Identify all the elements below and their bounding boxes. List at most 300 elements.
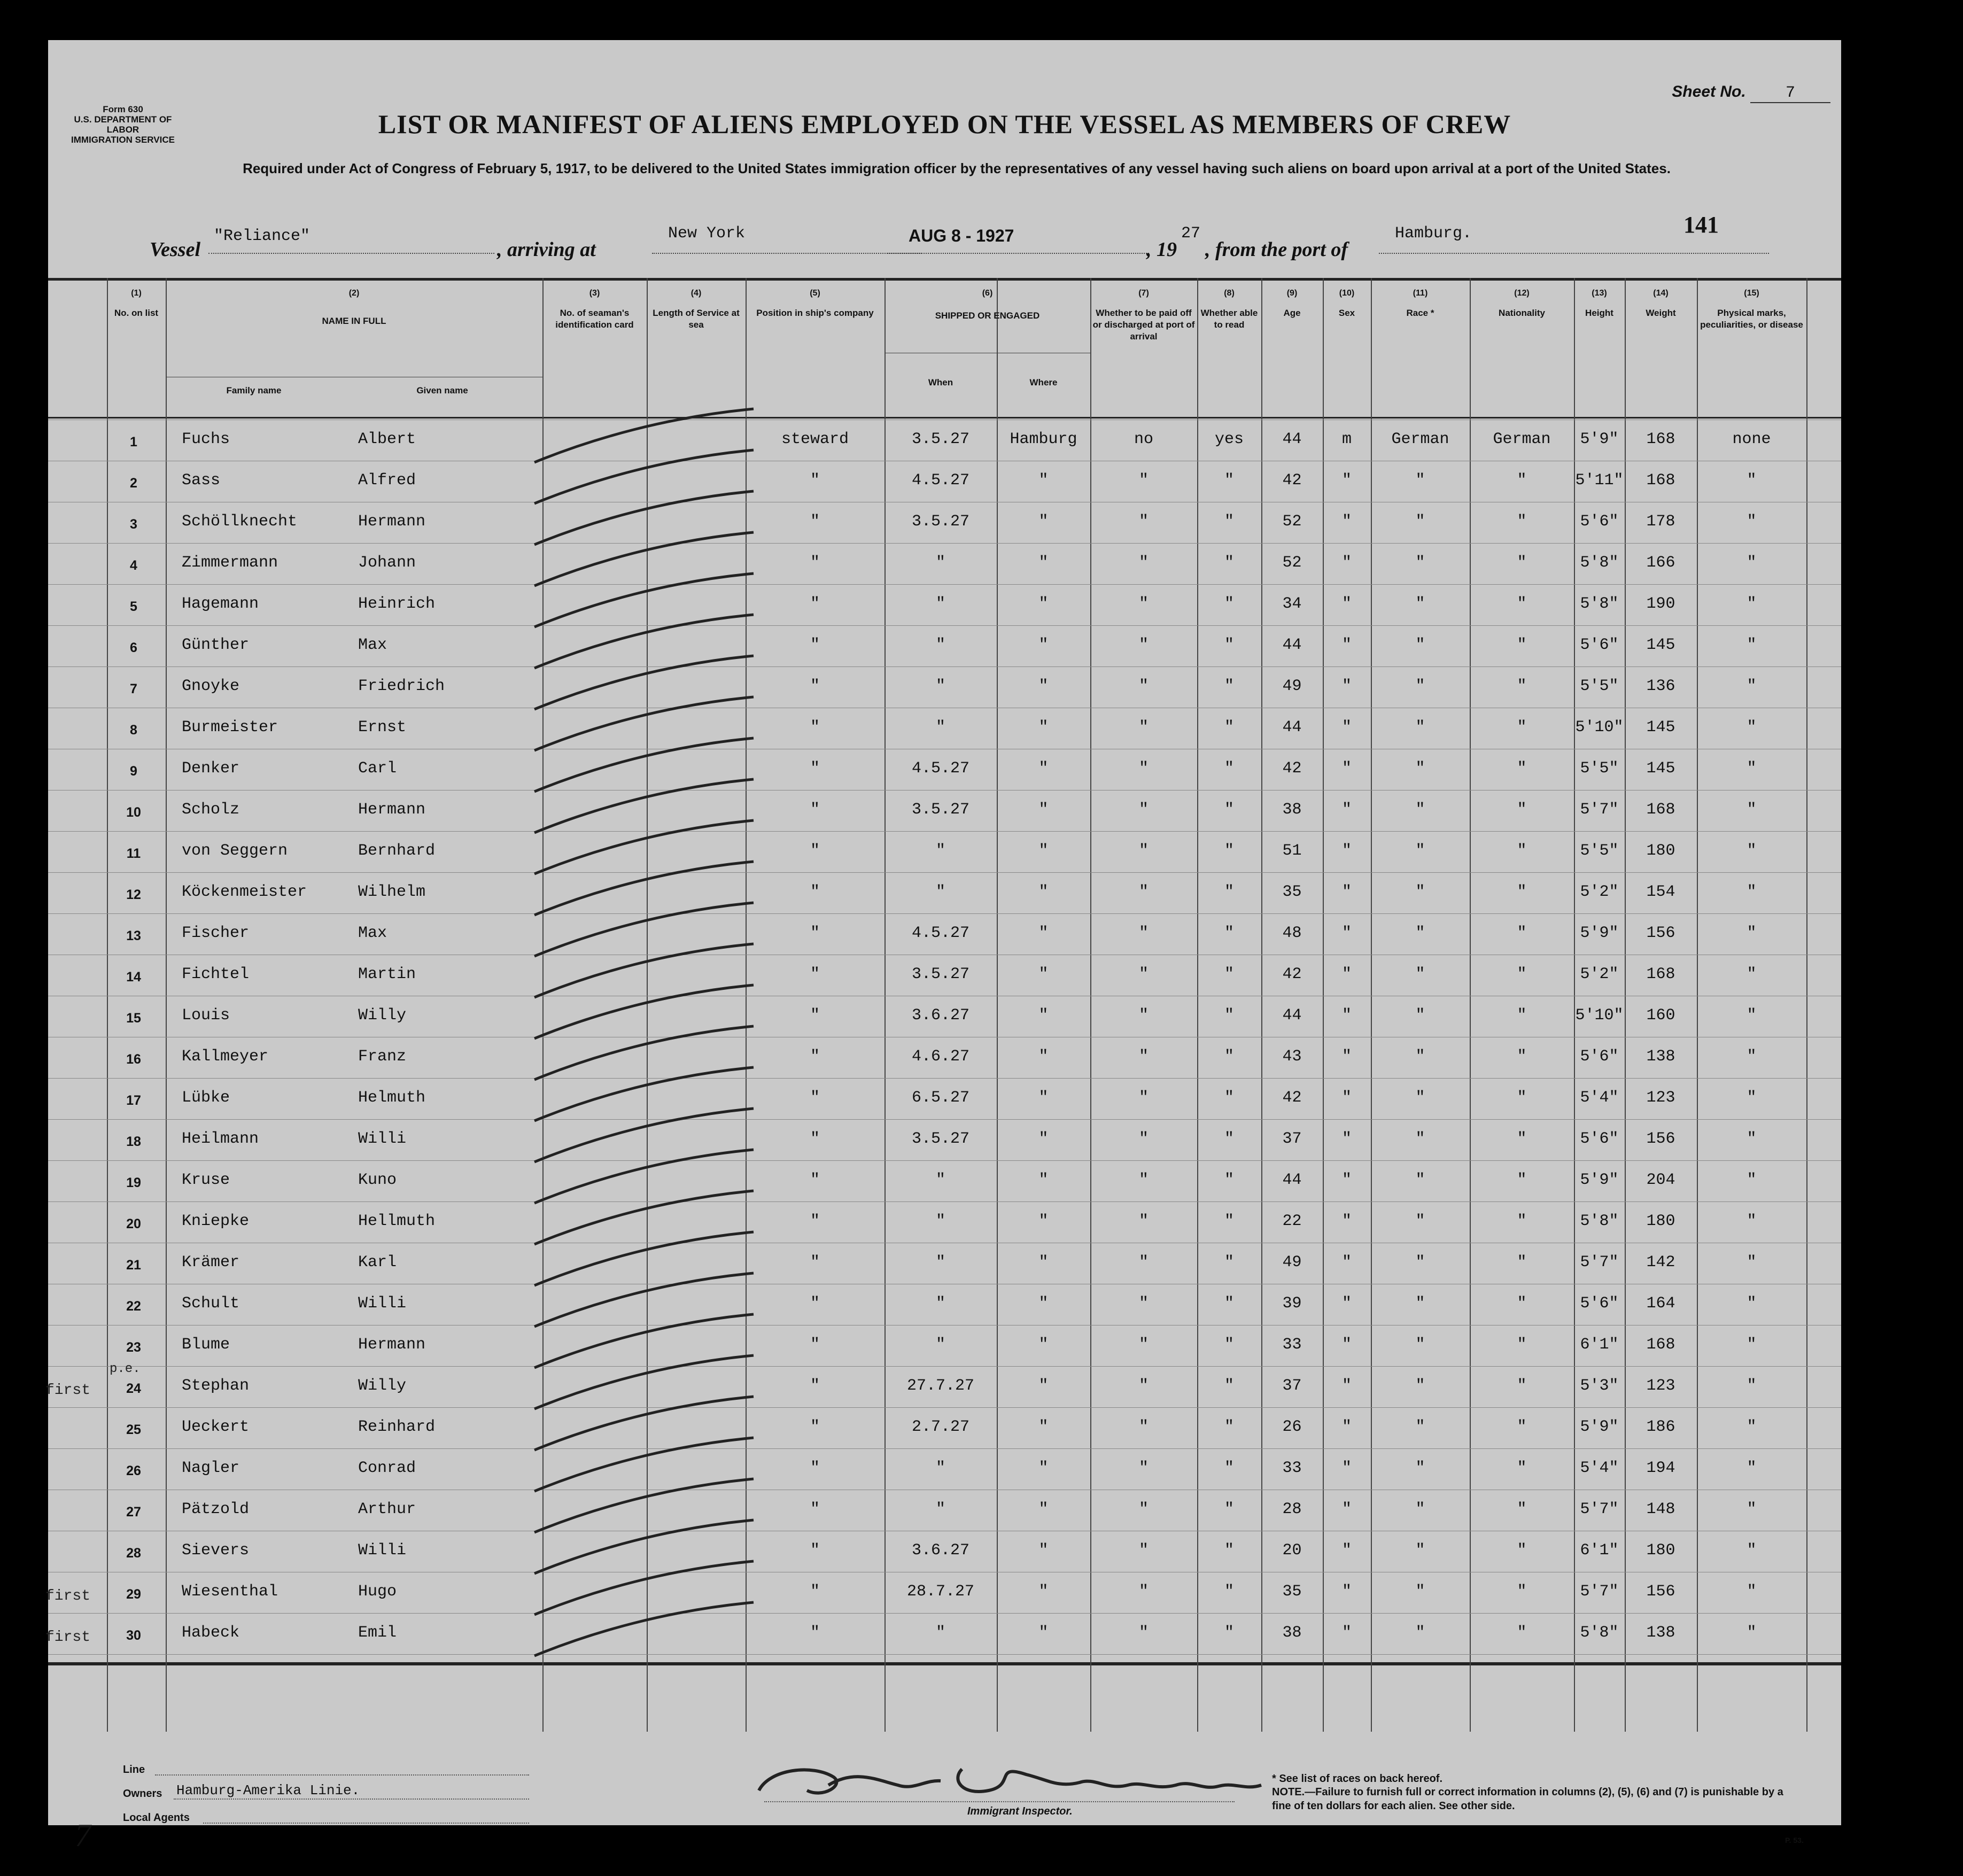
cell-weight: 138 <box>1646 1048 1675 1066</box>
cell-paid: " <box>1138 842 1149 860</box>
cell-given: Willy <box>358 1006 407 1025</box>
cell-age: 49 <box>1282 1253 1302 1272</box>
cell-race: " <box>1415 1541 1425 1560</box>
column-number: (1) <box>131 289 142 298</box>
cell-marks: " <box>1747 1048 1757 1066</box>
cell-height: 5'3" <box>1580 1377 1619 1395</box>
cell-marks: " <box>1747 554 1757 572</box>
row-rule <box>48 543 1841 544</box>
cell-age: 35 <box>1282 1583 1302 1601</box>
cell-marks: " <box>1747 842 1757 860</box>
cell-read: " <box>1224 924 1234 942</box>
cell-position: " <box>810 965 820 983</box>
departure-port: Hamburg. <box>1395 224 1472 243</box>
cell-height: 5'6" <box>1580 1048 1619 1066</box>
cell-race: " <box>1415 1212 1425 1230</box>
cell-given: Hugo <box>358 1583 397 1601</box>
cell-height: 5'10" <box>1575 1006 1624 1025</box>
cell-weight: 145 <box>1646 718 1675 737</box>
cell-height: 5'6" <box>1580 636 1619 654</box>
sheet-number-value: 7 <box>1750 84 1830 103</box>
cell-where: " <box>1038 924 1049 942</box>
column-number: (13) <box>1592 289 1607 298</box>
cell-sex: " <box>1341 1500 1352 1518</box>
cell-given: Reinhard <box>358 1418 436 1436</box>
cell-marks: " <box>1747 513 1757 531</box>
row-rule <box>48 1119 1841 1120</box>
cell-family: Lübke <box>182 1089 230 1107</box>
cell-height: 5'5" <box>1580 842 1619 860</box>
cell-nat: " <box>1517 1624 1527 1642</box>
cell-height: 6'1" <box>1580 1541 1619 1560</box>
cell-age: 42 <box>1282 471 1302 490</box>
cell-height: 5'6" <box>1580 513 1619 531</box>
cell-read: " <box>1224 636 1234 654</box>
cell-when: " <box>935 1294 945 1313</box>
cell-when: " <box>935 718 945 737</box>
row-number: 28 <box>126 1546 141 1561</box>
cell-sex: " <box>1341 1459 1352 1477</box>
cell-read: " <box>1224 677 1234 695</box>
cell-family: Zimmermann <box>182 554 278 572</box>
signature-line <box>764 1801 1235 1802</box>
column-header: Physical marks, peculiarities, or disease <box>1700 308 1803 330</box>
cell-race: " <box>1415 759 1425 778</box>
cell-family: Fichtel <box>182 965 250 983</box>
stroke-path <box>534 1602 754 1656</box>
cell-where: " <box>1038 1048 1049 1066</box>
cell-age: 34 <box>1282 595 1302 613</box>
cell-position: " <box>810 1130 820 1148</box>
cell-height: 5'7" <box>1580 1253 1619 1272</box>
cell-where: " <box>1038 883 1049 901</box>
cell-nat: " <box>1517 1006 1527 1025</box>
cell-age: 42 <box>1282 965 1302 983</box>
cell-marks: " <box>1747 718 1757 737</box>
cell-race: " <box>1415 1418 1425 1436</box>
cell-weight: 160 <box>1646 1006 1675 1025</box>
row-number: 4 <box>130 558 137 573</box>
cell-given: Heinrich <box>358 595 436 613</box>
cell-family: Sievers <box>182 1541 250 1560</box>
cell-weight: 204 <box>1646 1171 1675 1189</box>
list-number: 141 <box>1683 212 1719 238</box>
form-id-line: Form 630 <box>103 104 143 114</box>
cell-nat: " <box>1517 636 1527 654</box>
cell-given: Max <box>358 924 387 942</box>
form-id-line: IMMIGRATION SERVICE <box>71 135 175 145</box>
cell-position: " <box>810 513 820 531</box>
cell-when: " <box>935 1171 945 1189</box>
cell-nat: " <box>1517 1583 1527 1601</box>
cell-position: " <box>810 636 820 654</box>
cell-height: 5'8" <box>1580 1212 1619 1230</box>
cell-where: " <box>1038 471 1049 490</box>
cell-read: " <box>1224 1048 1234 1066</box>
underline <box>203 1823 529 1824</box>
column-rule <box>1806 278 1807 1732</box>
cell-race: " <box>1415 883 1425 901</box>
cell-given: Carl <box>358 759 397 778</box>
cell-nat: " <box>1517 1212 1527 1230</box>
cell-family: Wiesenthal <box>182 1583 278 1601</box>
cell-nat: " <box>1517 1336 1527 1354</box>
column-rule <box>107 278 108 1732</box>
row-number: 7 <box>130 681 137 696</box>
row-rule <box>48 666 1841 667</box>
cell-family: Blume <box>182 1336 230 1354</box>
cell-nat: " <box>1517 1459 1527 1477</box>
row-rule <box>48 1201 1841 1202</box>
manifest-sheet <box>45 40 1841 1853</box>
cell-race: " <box>1415 1294 1425 1313</box>
table-bottom-rule <box>48 1662 1841 1665</box>
cell-when: 3.6.27 <box>911 1006 970 1025</box>
cell-paid: " <box>1138 595 1149 613</box>
column-number: (11) <box>1413 289 1428 298</box>
cell-when: 4.5.27 <box>911 759 970 778</box>
cell-sex: " <box>1341 1294 1352 1313</box>
cell-read: " <box>1224 513 1234 531</box>
row-number: 23 <box>126 1340 141 1355</box>
cell-sex: " <box>1341 1130 1352 1148</box>
row-number: 29 <box>126 1587 141 1602</box>
cell-age: 20 <box>1282 1541 1302 1560</box>
row-number: 15 <box>126 1011 141 1026</box>
cell-marks: " <box>1747 1500 1757 1518</box>
cell-nat: " <box>1517 883 1527 901</box>
cell-height: 5'5" <box>1580 677 1619 695</box>
row-rule <box>48 872 1841 873</box>
cell-when: 27.7.27 <box>906 1377 975 1395</box>
cell-weight: 142 <box>1646 1253 1675 1272</box>
cell-position: " <box>810 1459 820 1477</box>
cell-where: " <box>1038 1294 1049 1313</box>
cell-family: Fischer <box>182 924 250 942</box>
cell-weight: 145 <box>1646 759 1675 778</box>
cell-race: " <box>1415 1130 1425 1148</box>
cell-family: Sass <box>182 471 221 490</box>
cell-when: " <box>935 595 945 613</box>
cell-marks: " <box>1747 759 1757 778</box>
cell-given: Willi <box>358 1130 407 1148</box>
cell-race: " <box>1415 965 1425 983</box>
cell-where: " <box>1038 595 1049 613</box>
cell-family: Fuchs <box>182 430 230 448</box>
cell-when: " <box>935 1336 945 1354</box>
cell-position: " <box>810 1006 820 1025</box>
cell-position: " <box>810 1624 820 1642</box>
cell-read: " <box>1224 1294 1234 1313</box>
cell-height: 5'6" <box>1580 1294 1619 1313</box>
cell-when: 3.5.27 <box>911 430 970 448</box>
column-subheader: Where <box>1029 377 1058 387</box>
cell-paid: " <box>1138 965 1149 983</box>
sheet-number-label: Sheet No. <box>1672 83 1746 100</box>
cell-nat: " <box>1517 801 1527 819</box>
cell-where: " <box>1038 1336 1049 1354</box>
cell-marks: " <box>1747 965 1757 983</box>
column-number: (4) <box>690 289 702 298</box>
row-number: 26 <box>126 1463 141 1478</box>
cell-nat: " <box>1517 1500 1527 1518</box>
cell-read: " <box>1224 1253 1234 1272</box>
cell-height: 5'7" <box>1580 1583 1619 1601</box>
cell-race: " <box>1415 1171 1425 1189</box>
cell-position: " <box>810 1418 820 1436</box>
cell-age: 42 <box>1282 1089 1302 1107</box>
row-number: 17 <box>126 1093 141 1108</box>
column-number: (8) <box>1224 289 1235 298</box>
table-top-rule <box>48 278 1841 281</box>
cell-paid: " <box>1138 1130 1149 1148</box>
cell-sex: " <box>1341 1583 1352 1601</box>
row-number: 25 <box>126 1422 141 1437</box>
column-header: Length of Service at sea <box>653 308 740 330</box>
cell-marks: " <box>1747 1089 1757 1107</box>
row-number: 20 <box>126 1216 141 1231</box>
cell-given: Bernhard <box>358 842 436 860</box>
cell-where: " <box>1038 718 1049 737</box>
cell-nat: " <box>1517 1377 1527 1395</box>
cell-where: " <box>1038 1377 1049 1395</box>
cell-read: " <box>1224 1418 1234 1436</box>
cell-family: Gnoyke <box>182 677 240 695</box>
cell-family: Kallmeyer <box>182 1048 269 1066</box>
cell-race: " <box>1415 554 1425 572</box>
cell-family: Stephan <box>182 1377 250 1395</box>
cell-paid: " <box>1138 1089 1149 1107</box>
row-number: 5 <box>130 599 137 614</box>
cell-family: Kruse <box>182 1171 230 1189</box>
margin-note: first <box>45 1588 91 1604</box>
row-number: 13 <box>126 928 141 943</box>
row-number: 21 <box>126 1258 141 1273</box>
column-subheader: Family name <box>226 385 282 396</box>
cell-family: Krämer <box>182 1253 240 1272</box>
cell-weight: 164 <box>1646 1294 1675 1313</box>
cell-weight: 194 <box>1646 1459 1675 1477</box>
cell-family: Kniepke <box>182 1212 250 1230</box>
cell-where: " <box>1038 801 1049 819</box>
cell-race: " <box>1415 1583 1425 1601</box>
cell-given: Conrad <box>358 1459 416 1477</box>
cell-where: " <box>1038 1130 1049 1148</box>
inspector-label: Immigrant Inspector. <box>967 1805 1073 1817</box>
cell-where: " <box>1038 1171 1049 1189</box>
cell-age: 52 <box>1282 513 1302 531</box>
cell-sex: " <box>1341 883 1352 901</box>
column-header: No. of seaman's identification card <box>555 308 634 330</box>
cell-sex: " <box>1341 1541 1352 1560</box>
column-header: Position in ship's company <box>756 308 874 318</box>
cell-age: 22 <box>1282 1212 1302 1230</box>
cell-given: Willy <box>358 1377 407 1395</box>
cell-when: 3.5.27 <box>911 1130 970 1148</box>
column-header: Weight <box>1646 308 1676 318</box>
cell-paid: " <box>1138 1294 1149 1313</box>
row-rule <box>48 584 1841 585</box>
cell-nat: " <box>1517 759 1527 778</box>
year-value: 27 <box>1181 224 1201 243</box>
cell-where: " <box>1038 759 1049 778</box>
cell-read: " <box>1224 1541 1234 1560</box>
column-number: (10) <box>1339 289 1355 298</box>
cell-read: " <box>1224 1171 1234 1189</box>
row-number: 14 <box>126 970 141 984</box>
cell-marks: " <box>1747 1541 1757 1560</box>
cell-marks: " <box>1747 1377 1757 1395</box>
cell-nat: " <box>1517 1171 1527 1189</box>
cell-paid: " <box>1138 1048 1149 1066</box>
cell-sex: " <box>1341 1006 1352 1025</box>
cell-given: Friedrich <box>358 677 445 695</box>
cell-paid: " <box>1138 801 1149 819</box>
row-number: 12 <box>126 887 141 902</box>
cell-height: 5'7" <box>1580 1500 1619 1518</box>
cell-read: " <box>1224 1336 1234 1354</box>
cell-paid: no <box>1134 430 1153 448</box>
header-bottom-rule <box>48 417 1841 418</box>
cell-weight: 180 <box>1646 1541 1675 1560</box>
cell-age: 44 <box>1282 1171 1302 1189</box>
margin-note: first <box>45 1629 91 1646</box>
underline <box>208 253 494 254</box>
cell-race: " <box>1415 1253 1425 1272</box>
cell-sex: " <box>1341 554 1352 572</box>
cell-position: " <box>810 1048 820 1066</box>
footer <box>48 1732 1841 1853</box>
cell-weight: 156 <box>1646 1583 1675 1601</box>
cell-marks: " <box>1747 1130 1757 1148</box>
cell-position: " <box>810 471 820 490</box>
cell-race: " <box>1415 1336 1425 1354</box>
cell-race: " <box>1415 636 1425 654</box>
cell-given: Karl <box>358 1253 397 1272</box>
row-number: 22 <box>126 1299 141 1314</box>
cell-read: " <box>1224 801 1234 819</box>
cell-height: 5'9" <box>1580 1171 1619 1189</box>
cell-position: " <box>810 883 820 901</box>
column-header: Sex <box>1338 308 1355 318</box>
cell-paid: " <box>1138 677 1149 695</box>
line-label: Line <box>123 1764 145 1776</box>
cell-weight: 148 <box>1646 1500 1675 1518</box>
cell-weight: 156 <box>1646 924 1675 942</box>
cell-sex: " <box>1341 595 1352 613</box>
cell-read: yes <box>1214 430 1244 448</box>
cell-when: " <box>935 1212 945 1230</box>
cell-marks: " <box>1747 1294 1757 1313</box>
cell-race: " <box>1415 471 1425 490</box>
cell-paid: " <box>1138 513 1149 531</box>
cell-age: 33 <box>1282 1336 1302 1354</box>
cell-weight: 180 <box>1646 1212 1675 1230</box>
vessel-label: Vessel <box>150 238 200 261</box>
column-header: SHIPPED OR ENGAGED <box>935 311 1040 321</box>
cell-family: von Seggern <box>182 842 288 860</box>
cell-position: " <box>810 1253 820 1272</box>
cell-sex: " <box>1341 759 1352 778</box>
cell-race: " <box>1415 801 1425 819</box>
cell-read: " <box>1224 883 1234 901</box>
races-note: * See list of races on back hereof. <box>1272 1773 1443 1785</box>
column-number: (3) <box>589 289 600 298</box>
cell-paid: " <box>1138 554 1149 572</box>
cell-paid: " <box>1138 1418 1149 1436</box>
cell-given: Wilhelm <box>358 883 426 901</box>
cell-nat: " <box>1517 1130 1527 1148</box>
cell-age: 52 <box>1282 554 1302 572</box>
row-number: 9 <box>130 764 137 779</box>
cell-height: 5'4" <box>1580 1459 1619 1477</box>
cell-when: 6.5.27 <box>911 1089 970 1107</box>
cell-paid: " <box>1138 636 1149 654</box>
cell-height: 5'8" <box>1580 1624 1619 1642</box>
cell-position: " <box>810 718 820 737</box>
cell-height: 5'4" <box>1580 1089 1619 1107</box>
column-rule <box>166 278 167 1732</box>
page-title: LIST OR MANIFEST OF ALIENS EMPLOYED ON THE VESSEL AS MEMBERS OF CREW <box>378 109 1511 139</box>
cell-sex: " <box>1341 1336 1352 1354</box>
cell-race: " <box>1415 1377 1425 1395</box>
cell-position: " <box>810 1171 820 1189</box>
cell-when: " <box>935 677 945 695</box>
local-agents-label: Local Agents <box>123 1812 190 1824</box>
cell-paid: " <box>1138 924 1149 942</box>
cell-sex: " <box>1341 471 1352 490</box>
cell-age: 43 <box>1282 1048 1302 1066</box>
cell-read: " <box>1224 1583 1234 1601</box>
cell-nat: " <box>1517 1253 1527 1272</box>
row-number: 24 <box>126 1381 141 1396</box>
cell-marks: " <box>1747 883 1757 901</box>
cell-position: " <box>810 1541 820 1560</box>
cancel-stroke <box>529 1600 764 1664</box>
cell-height: 5'6" <box>1580 1130 1619 1148</box>
cell-given: Martin <box>358 965 416 983</box>
cell-weight: 168 <box>1646 965 1675 983</box>
cell-marks: " <box>1747 1418 1757 1436</box>
cell-race: German <box>1391 430 1449 448</box>
cell-sex: " <box>1341 965 1352 983</box>
underline <box>174 1799 529 1800</box>
cell-paid: " <box>1138 1377 1149 1395</box>
cell-when: " <box>935 636 945 654</box>
cell-age: 44 <box>1282 430 1302 448</box>
cell-family: Hagemann <box>182 595 259 613</box>
cell-where: " <box>1038 1089 1049 1107</box>
cell-family: Habeck <box>182 1624 240 1642</box>
cell-marks: " <box>1747 595 1757 613</box>
column-header: Age <box>1283 308 1301 318</box>
cell-given: Hermann <box>358 801 426 819</box>
cell-where: " <box>1038 1418 1049 1436</box>
cell-read: " <box>1224 1212 1234 1230</box>
row-number: 6 <box>130 640 137 655</box>
cell-where: " <box>1038 554 1049 572</box>
cell-paid: " <box>1138 1583 1149 1601</box>
cell-marks: " <box>1747 677 1757 695</box>
cell-position: " <box>810 1294 820 1313</box>
cell-when: " <box>935 842 945 860</box>
row-rule <box>48 831 1841 832</box>
arriving-port: New York <box>668 224 746 243</box>
cell-paid: " <box>1138 1459 1149 1477</box>
cell-family: Burmeister <box>182 718 278 737</box>
cell-age: 33 <box>1282 1459 1302 1477</box>
cell-sex: " <box>1341 1048 1352 1066</box>
